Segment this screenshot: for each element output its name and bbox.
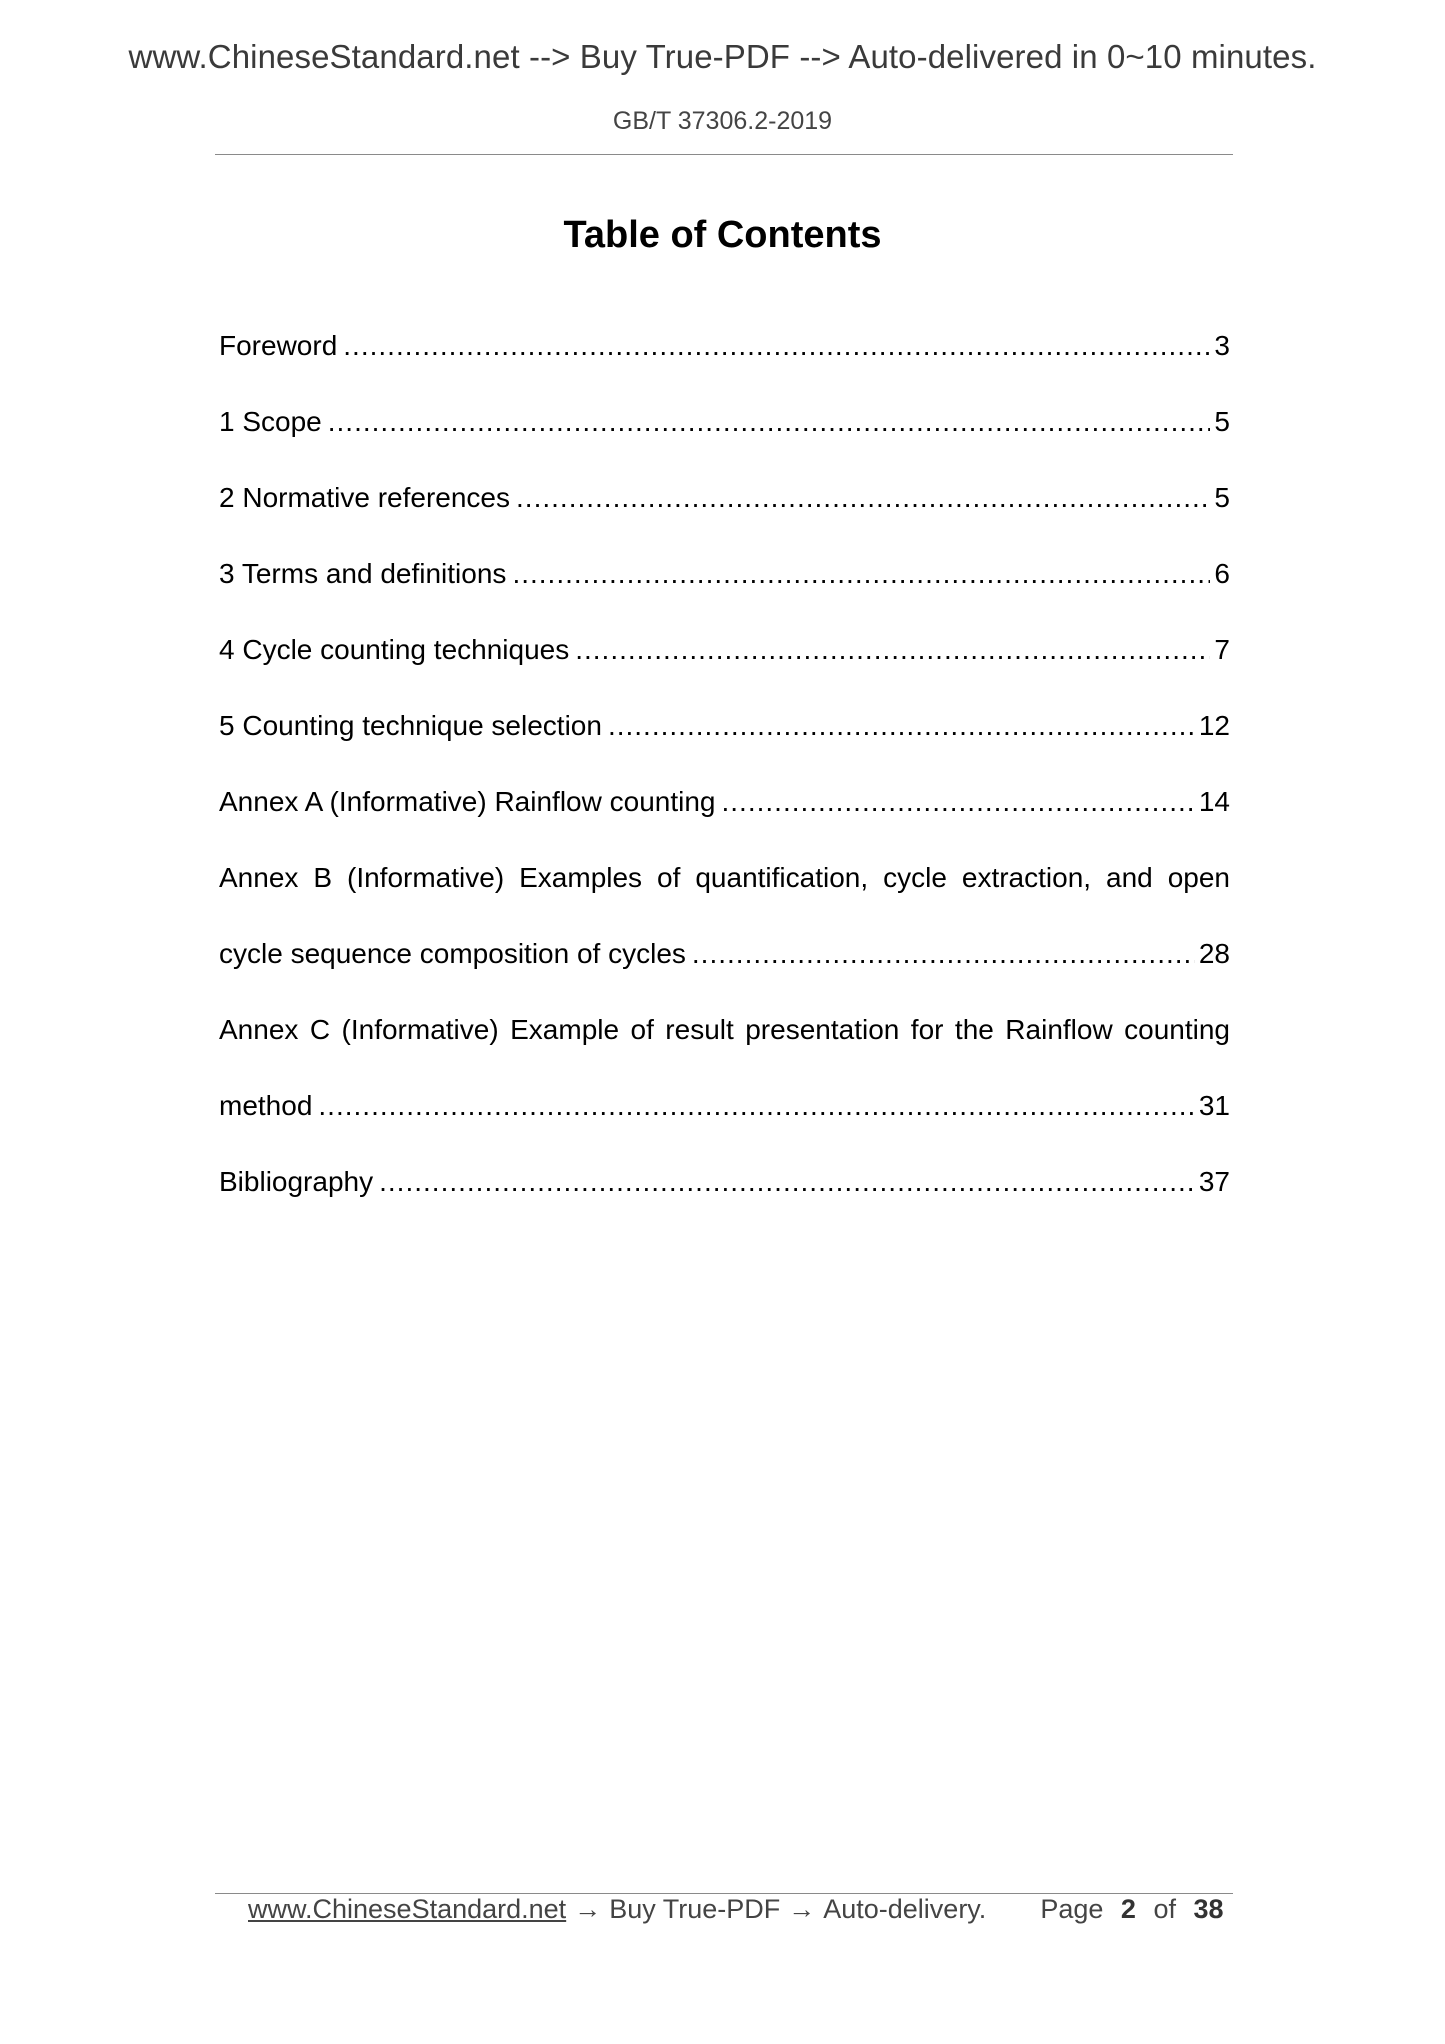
dot-leader (608, 688, 1195, 764)
toc-entry-label: method (219, 1090, 313, 1121)
toc-entry-annex-b-line1[interactable]: Annex B (Informative) Examples of quantification, cycle extraction, and open (219, 862, 1230, 893)
toc-entry-bibliography[interactable] (219, 1144, 1230, 1220)
header-divider (215, 154, 1233, 155)
toc-entry-label: 4 Cycle counting techniques (219, 634, 570, 665)
document-code: GB/T 37306.2-2019 (612, 107, 833, 135)
page-word: Page (1040, 1894, 1104, 1924)
page-title: Table of Contents (563, 214, 882, 256)
toc-entry-scope[interactable] (219, 384, 1230, 460)
toc-entry-foreword[interactable] (219, 308, 1230, 384)
toc-entry-label: cycle sequence composition of cycles (219, 938, 686, 969)
toc-entry-label: Foreword (219, 330, 338, 361)
toc-entry-label: 2 Normative references (219, 482, 511, 513)
toc-entry-label: 5 Counting technique selection (219, 710, 602, 741)
toc-entry-page: 31 (1198, 1090, 1230, 1121)
dot-leader (343, 308, 1210, 384)
current-page-number: 2 (1120, 1894, 1136, 1924)
toc-entry-cycle-counting-techniques[interactable] (219, 612, 1230, 688)
delivery-text: Auto-delivery. (823, 1894, 987, 1924)
toc-entry-annex-c[interactable] (219, 1068, 1230, 1144)
toc-entry-annex-b[interactable] (219, 916, 1230, 992)
dot-leader (512, 536, 1210, 612)
site-link[interactable]: www.ChineseStandard.net (248, 1894, 567, 1924)
buy-text: Buy True-PDF (609, 1894, 781, 1924)
dot-leader (328, 384, 1211, 460)
toc-entry-page: 7 (1214, 634, 1230, 665)
dot-leader (692, 916, 1195, 992)
toc-entry-label: Bibliography (219, 1166, 374, 1197)
toc-entry-page: 5 (1214, 482, 1230, 513)
right-arrow-icon: → (574, 1894, 602, 1924)
dot-leader (379, 1144, 1195, 1220)
toc-entry-page: 3 (1214, 330, 1230, 361)
toc-entry-counting-technique-selection[interactable] (219, 688, 1230, 764)
of-word: of (1153, 1894, 1176, 1924)
page-indicator (1040, 1894, 1223, 1925)
toc-entry-page: 37 (1198, 1166, 1230, 1197)
toc-entry-annex-c-line1[interactable]: Annex C (Informative) Example of result presentation for the Rainflow counting (219, 1014, 1230, 1045)
dot-leader (516, 460, 1210, 536)
toc-entry-label: 3 Terms and definitions (219, 558, 507, 589)
toc-entry-annex-a[interactable] (219, 764, 1230, 840)
table-of-contents (219, 308, 1230, 1220)
toc-entry-page: 6 (1214, 558, 1230, 589)
dot-leader (575, 612, 1210, 688)
dot-leader (318, 1068, 1194, 1144)
dot-leader (721, 764, 1194, 840)
toc-entry-page: 5 (1214, 406, 1230, 437)
toc-entry-page: 12 (1198, 710, 1230, 741)
toc-entry-terms-and-definitions[interactable] (219, 536, 1230, 612)
toc-entry-label: Annex A (Informative) Rainflow counting (219, 786, 716, 817)
toc-entry-normative-references[interactable] (219, 460, 1230, 536)
toc-entry-page: 28 (1198, 938, 1230, 969)
right-arrow-icon: → (788, 1894, 816, 1924)
toc-entry-page: 14 (1198, 786, 1230, 817)
total-page-number: 38 (1193, 1894, 1224, 1924)
toc-entry-label: 1 Scope (219, 406, 322, 437)
site-banner: www.ChineseStandard.net --> Buy True-PDF --> Auto-delivered in 0~10 minutes. (128, 38, 1317, 75)
